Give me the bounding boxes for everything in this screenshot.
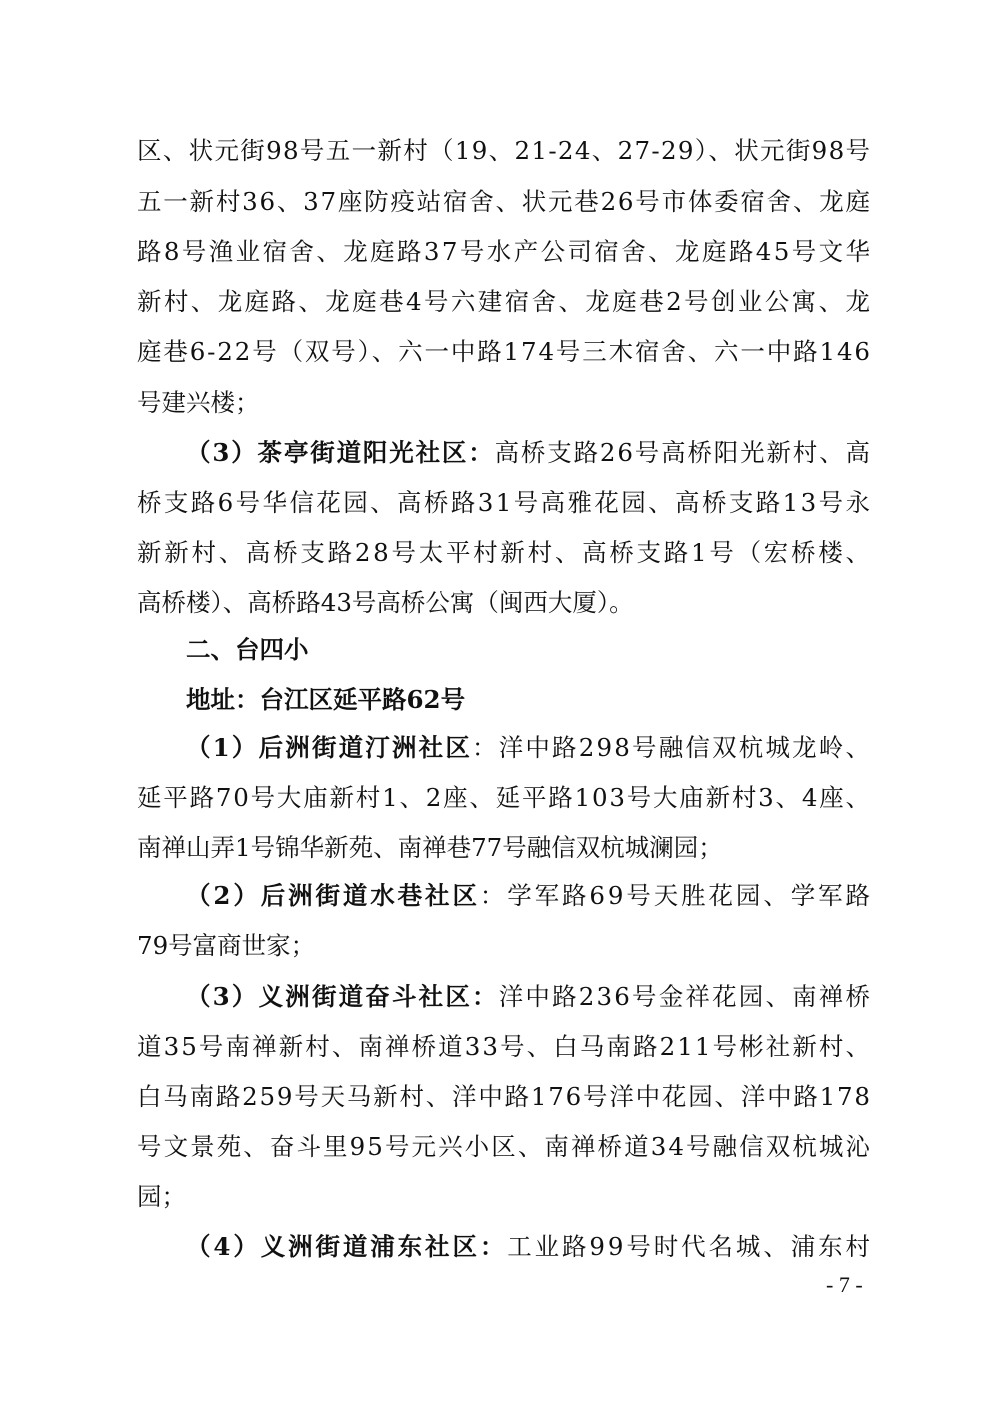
text-line [0, 182, 992, 222]
text-content: ：洋中路298号融信双杭城龙岭、 [472, 733, 873, 762]
text-content: 号建兴楼； [137, 388, 260, 417]
text-line [0, 282, 992, 322]
text-line [0, 583, 992, 623]
text-content: 园； [137, 1182, 186, 1211]
text-line [0, 1127, 992, 1167]
text-content: 白马南路259号天马新村、洋中路176号洋中花园、洋中路178 [137, 1082, 872, 1111]
text-content: 洋中路236号金祥花园、南禅桥 [498, 982, 873, 1011]
text-line [0, 630, 992, 670]
page-number: - 7 - [826, 1272, 863, 1297]
text-content: 五一新村36、37座防疫站宿舍、状元巷26号市体委宿舍、龙庭 [137, 187, 872, 216]
text-content: 工业路99号时代名城、浦东村 [507, 1232, 873, 1261]
text-line [0, 1027, 992, 1067]
text-line [0, 1177, 992, 1217]
text-line [0, 383, 992, 423]
text-line [0, 332, 992, 372]
text-content: 路8号渔业宿舍、龙庭路37号水产公司宿舍、龙庭路45号文华 [137, 237, 873, 266]
section-heading: （2）后洲街道水巷社区 [186, 881, 480, 910]
text-line [0, 1227, 992, 1267]
section-heading: 二、台四小 [186, 635, 309, 664]
text-content: 高桥支路26号高桥阳光新村、高 [494, 438, 872, 467]
text-content: 道35号南禅新村、南禅桥道33号、白马南路211号彬社新村、 [137, 1032, 873, 1061]
text-line [0, 533, 992, 573]
text-line [0, 680, 992, 720]
text-line [0, 926, 992, 966]
section-heading: （1）后洲街道汀洲社区 [186, 733, 473, 762]
section-heading: （3）义洲街道奋斗社区： [186, 982, 499, 1011]
text-content: 区、状元街98号五一新村（19、21-24、27-29）、状元街98号 [137, 136, 872, 165]
text-line [0, 131, 992, 171]
text-content: 新新村、高桥支路28号太平村新村、高桥支路1号（宏桥楼、 [137, 538, 873, 567]
text-content: 桥支路6号华信花园、高桥路31号高雅花园、高桥支路13号永 [137, 488, 873, 517]
text-line [0, 876, 992, 916]
section-heading: （3）茶亭街道阳光社区： [186, 438, 495, 467]
text-content: 南禅山弄1号锦华新苑、南禅巷77号融信双杭城澜园； [137, 833, 723, 862]
text-line [0, 728, 992, 768]
text-line [0, 232, 992, 272]
text-line [0, 828, 992, 868]
text-content: ：学军路69号天胜花园、学军路 [479, 881, 873, 910]
text-line [0, 977, 992, 1017]
text-content: 新村、龙庭路、龙庭巷4号六建宿舍、龙庭巷2号创业公寓、龙 [137, 287, 873, 316]
text-content: 79号富商世家； [137, 931, 316, 960]
text-content: 延平路70号大庙新村1、2座、延平路103号大庙新村3、4座、 [137, 783, 872, 812]
text-content: 庭巷6-22号（双号）、六一中路174号三木宿舍、六一中路146 [137, 337, 872, 366]
section-heading: 地址：台江区延平路62号 [186, 685, 466, 714]
text-line [0, 1077, 992, 1117]
text-line [0, 778, 992, 818]
text-content: 高桥楼）、高桥路43号高桥公寓（闽西大厦）。 [137, 588, 634, 617]
text-line [0, 483, 992, 523]
section-heading: （4）义洲街道浦东社区： [186, 1232, 508, 1261]
text-line [0, 433, 992, 473]
text-content: 号文景苑、奋斗里95号元兴小区、南禅桥道34号融信双杭城沁 [137, 1132, 873, 1161]
